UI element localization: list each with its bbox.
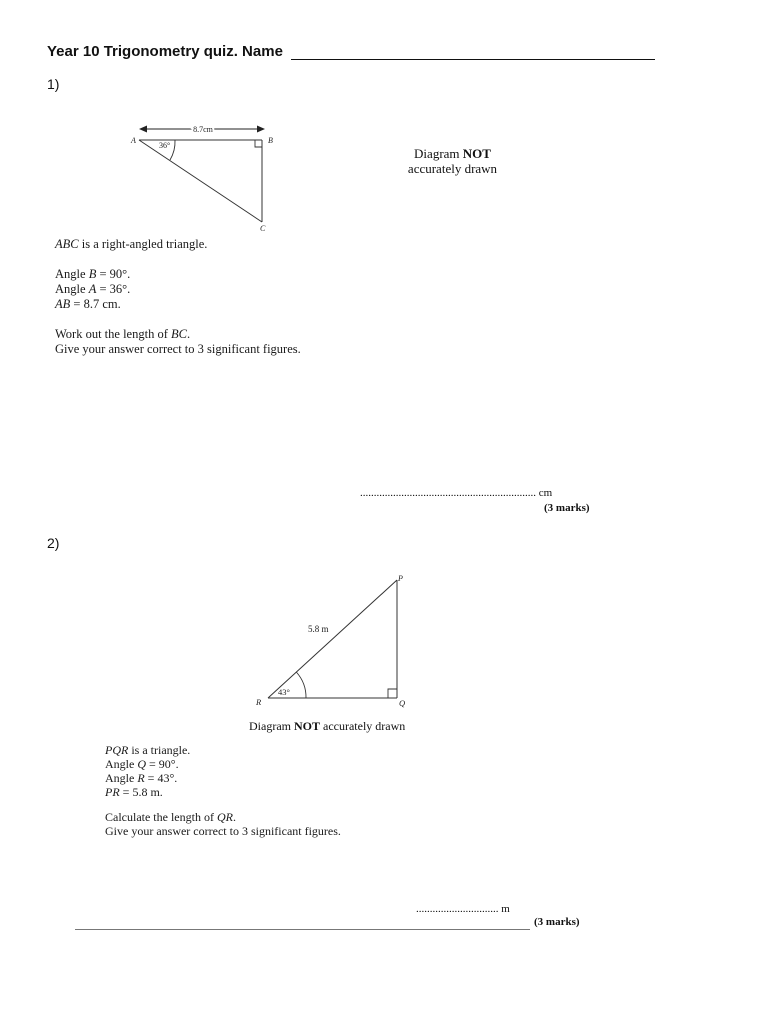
given-angle-q: Angle Q = 90°. xyxy=(105,757,179,771)
question-2-task: Calculate the length of QR. Give your answer correct to 3 significant figures. xyxy=(105,810,341,838)
vertex-p-label: P xyxy=(398,574,403,583)
question-1-answer-line[interactable]: ................................................................ cm xyxy=(360,487,553,499)
vertex-c-label: C xyxy=(260,224,266,233)
angle-arc-r xyxy=(296,672,306,698)
footer-rule xyxy=(75,929,530,930)
quiz-title: Year 10 Trigonometry quiz. Name xyxy=(47,43,283,60)
angle-r-label: 43° xyxy=(278,687,290,697)
angle-a-label: 36° xyxy=(159,141,171,150)
given-angle-b: Angle B = 90°. xyxy=(55,267,131,281)
given-ab: AB = 8.7 cm. xyxy=(55,297,121,311)
given-angle-r: Angle R = 43°. xyxy=(105,771,178,785)
question-2-answer-line[interactable]: .............................. m xyxy=(416,903,510,915)
question-1-number: 1) xyxy=(47,76,60,92)
name-answer-line[interactable] xyxy=(291,59,655,60)
question-2-givens xyxy=(105,743,190,799)
dimension-arrowhead-left xyxy=(139,126,147,133)
question-2-number: 2) xyxy=(47,535,60,551)
question-1-givens xyxy=(55,267,130,312)
question-1-marks: (3 marks) xyxy=(544,502,590,514)
vertex-a-label: A xyxy=(131,136,136,145)
diagram-not-accurate-note: Diagram NOT accurately drawn xyxy=(407,146,498,176)
side-ac xyxy=(139,140,262,222)
ab-length-label: 8.7cm xyxy=(193,125,213,134)
angle-arc-a xyxy=(170,140,175,160)
question-1-stem: ABC is a right-angled triangle. xyxy=(55,237,208,251)
right-angle-marker-b xyxy=(255,140,262,147)
given-pr: PR = 5.8 m. xyxy=(105,785,163,799)
pr-length-label: 5.8 m xyxy=(308,624,329,634)
question-1-task: Work out the length of BC. Give your answer correct to 3 significant figures. xyxy=(55,327,301,356)
question-2-diagram xyxy=(245,568,420,713)
side-rp xyxy=(268,580,397,698)
dimension-arrowhead-right xyxy=(257,126,265,133)
question-2-stem: PQR is a triangle. xyxy=(105,743,191,757)
right-angle-marker-q xyxy=(388,689,397,698)
vertex-r-label: R xyxy=(256,697,262,707)
question-2-marks: (3 marks) xyxy=(534,916,580,928)
vertex-b-label: B xyxy=(268,136,273,145)
given-angle-a: Angle A = 36°. xyxy=(55,282,131,296)
diagram-caption: Diagram NOT accurately drawn xyxy=(249,719,406,733)
question-1-diagram xyxy=(120,115,290,235)
vertex-q-label: Q xyxy=(399,698,406,708)
